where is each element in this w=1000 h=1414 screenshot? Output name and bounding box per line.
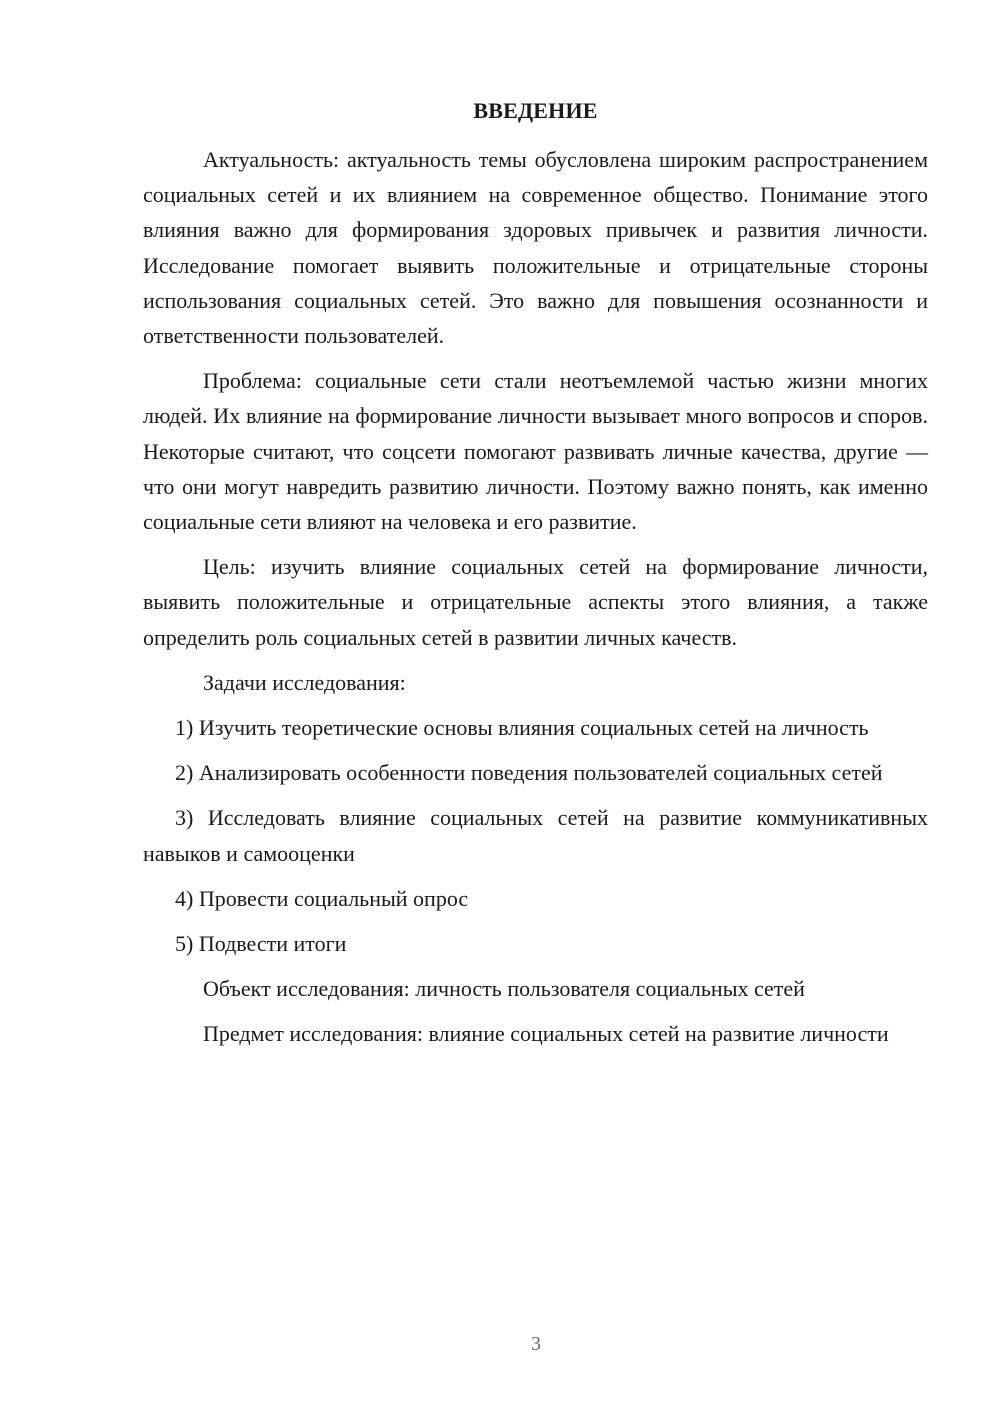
task-item-5: 5) Подвести итоги (175, 931, 347, 957)
paragraph-problem: Проблема: социальные сети стали неотъемлемой частью жизни многих людей. Их влияние на формирование личности вызывает много вопросов и споров. Некоторые считают, что соцсети помогают развивать личные качества, другие — что они могут навредить развитию личности. Поэтому важно понять, как именно социальные сети влияют на человека и его развитие. (143, 368, 928, 535)
page-title: ВВЕДЕНИЕ (473, 98, 598, 123)
page-content (143, 93, 928, 1062)
paragraph-subject: Предмет исследования: влияние социальных сетей на развитие личности (203, 1021, 889, 1047)
task-item-3: 3) Исследовать влияние социальных сетей на развитие коммуникативных навыков и самооценки (143, 805, 928, 866)
task-item-4: 4) Провести социальный опрос (175, 885, 469, 911)
tasks-heading: Задачи исследования: (203, 669, 406, 695)
paragraph-relevance: Актуальность: актуальность темы обусловлена широким распространением социальных сетей и их влиянием на современное общество. Понимание этого влияния важно для формирования здоровых привычек и развития личности. Исследование помогает выявить положительные и отрицательные стороны использования социальных сетей. Это важно для повышения осознанности и ответственности пользователей. (143, 147, 928, 349)
task-item-2: 2) Анализировать особенности поведения пользователей социальных сетей (175, 760, 883, 786)
paragraph-object: Объект исследования: личность пользователя социальных сетей (203, 976, 805, 1002)
page-number: 3 (531, 1333, 541, 1355)
paragraph-goal: Цель: изучить влияние социальных сетей на формирование личности, выявить положительные и отрицательные аспекты этого влияния, а также определить роль социальных сетей в развитии личных качеств. (143, 554, 928, 650)
task-item-1: 1) Изучить теоретические основы влияния социальных сетей на личность (175, 715, 869, 741)
